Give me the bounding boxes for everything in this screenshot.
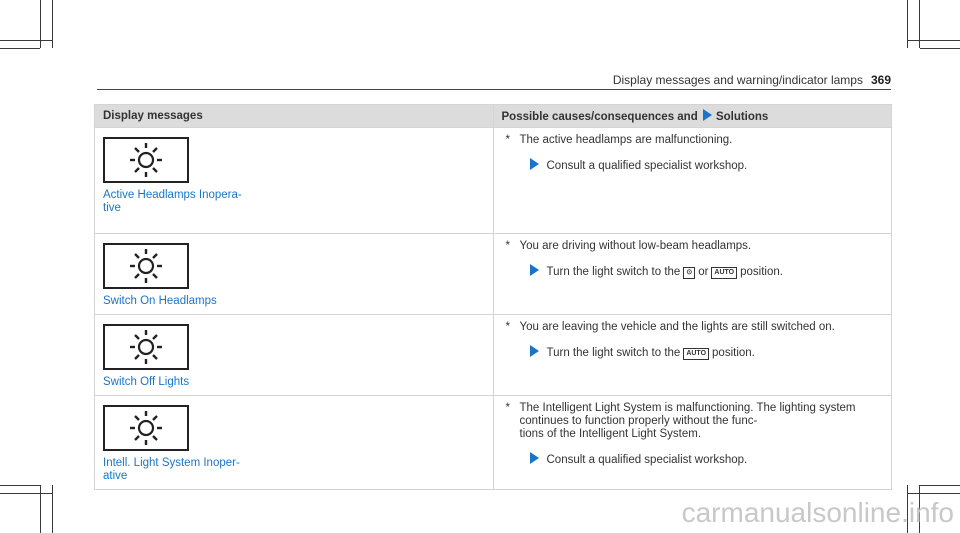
auto-icon: AUTO: [711, 267, 737, 279]
light-fault-icon: [103, 137, 189, 183]
table-row: [95, 234, 892, 315]
solution-arrow-icon: [530, 345, 539, 357]
crop-mark: [920, 48, 960, 49]
bullet: *: [505, 321, 510, 333]
light-fault-icon: [103, 243, 189, 289]
table-header-row: [95, 105, 892, 128]
cause-cell: [493, 128, 892, 234]
solution-text: Consult a qualified specialist workshop.: [546, 160, 748, 172]
auto-icon: AUTO: [683, 348, 709, 360]
cause-text: You are leaving the vehicle and the lights are still switched on.: [519, 321, 835, 333]
col-header-display-messages: Display messages: [95, 105, 494, 128]
solution: Turn the light switch to the ⊙ or AUTO position.: [502, 264, 884, 279]
crop-mark: [0, 493, 52, 494]
message-cell: [95, 315, 494, 396]
message-name: Active Headlamps Inopera- tive: [103, 189, 242, 214]
crop-mark: [52, 485, 53, 533]
solution-arrow-icon: [530, 452, 539, 464]
solution-arrow-icon: [703, 109, 712, 121]
table-row: [95, 128, 892, 234]
cause-cell: [493, 234, 892, 315]
solution-arrow-icon: [530, 264, 539, 276]
crop-mark: [0, 48, 40, 49]
low-beam-icon: ⊙: [683, 267, 695, 279]
solution: [502, 158, 884, 173]
message-cell: [95, 396, 494, 490]
display-messages-table: [94, 104, 892, 490]
table-row: [95, 315, 892, 396]
crop-mark: [0, 485, 40, 486]
col-header-causes: Possible causes/consequences and Solutions: [493, 105, 892, 128]
bullet: *: [505, 240, 510, 252]
header-rule: [97, 89, 891, 90]
cause-text: The Intelligent Light System is malfunctioning. The lighting system continues to function properly without the func- tions of the Intelligent Light System.: [519, 402, 856, 440]
cause-cell: [493, 396, 892, 490]
solution: Turn the light switch to the AUTO position.: [502, 345, 884, 360]
running-header-title: Display messages and warning/indicator lamps: [612, 73, 863, 87]
running-header: [613, 73, 891, 87]
cause-cell: [493, 315, 892, 396]
solution-arrow-icon: [530, 158, 539, 170]
message-name: Switch Off Lights: [103, 376, 190, 388]
crop-mark: [0, 40, 52, 41]
message-cell: [95, 128, 494, 234]
cause-text: The active headlamps are malfunctioning.: [519, 134, 733, 146]
solution: [502, 452, 884, 467]
solution-text: Consult a qualified specialist workshop.: [546, 454, 748, 466]
light-fault-icon: [103, 324, 189, 370]
message-name: Intell. Light System Inoper- ative: [103, 457, 240, 482]
page-number: 369: [870, 73, 891, 87]
message-name: Switch On Headlamps: [103, 295, 217, 307]
crop-mark: [908, 493, 960, 494]
cause-text: You are driving without low-beam headlamps.: [519, 240, 752, 252]
table-row: [95, 396, 892, 490]
crop-mark: [920, 485, 960, 486]
crop-mark: [908, 40, 960, 41]
light-fault-icon: [103, 405, 189, 451]
watermark: carmanualsonline.info: [681, 497, 954, 528]
message-cell: [95, 234, 494, 315]
bullet: *: [505, 134, 510, 146]
bullet: *: [505, 402, 510, 414]
crop-mark: [52, 0, 53, 48]
